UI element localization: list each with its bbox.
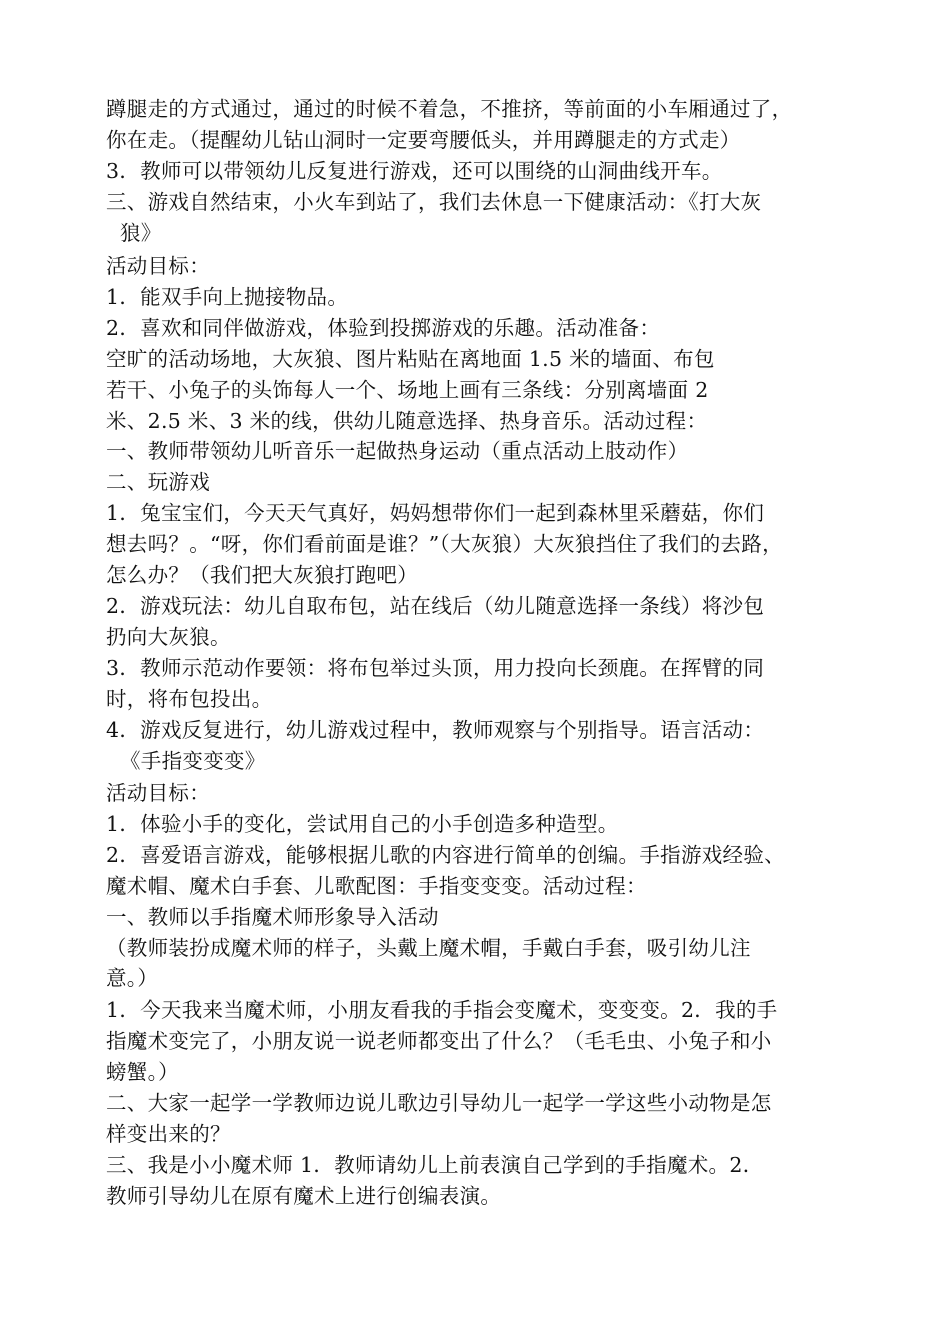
text-line: 一、教师带领幼儿听音乐一起做热身运动（重点活动上肢动作）: [106, 439, 689, 463]
text-line: 1．今天我来当魔术师，小朋友看我的手指会变魔术，变变变。2．我的手: [106, 998, 778, 1022]
text-line: 若干、小兔子的头饰每人一个、场地上画有三条线：分别离墙面 2: [106, 378, 709, 402]
text-line: 1．体验小手的变化，尝试用自己的小手创造多种造型。: [106, 812, 619, 836]
text-line: 三、游戏自然结束，小火车到站了，我们去休息一下健康活动：《打大灰: [106, 190, 762, 214]
text-line: 1．能双手向上抛接物品。: [106, 285, 349, 309]
text-line: 二、玩游戏: [106, 470, 210, 494]
text-line: 《手指变变变》: [120, 749, 266, 773]
text-line: 指魔术变完了，小朋友说一说老师都变出了什么？（毛毛虫、小兔子和小: [106, 1029, 772, 1053]
text-line: 2．喜欢和同伴做游戏，体验到投掷游戏的乐趣。活动准备：: [106, 316, 661, 340]
text-line: 二、大家一起学一学教师边说儿歌边引导幼儿一起学一学这些小动物是怎: [106, 1091, 772, 1115]
text-line: 螃蟹。）: [106, 1060, 179, 1084]
text-line: （教师装扮成魔术师的样子，头戴上魔术帽，手戴白手套，吸引幼儿注: [106, 936, 751, 960]
text-line: 3．教师可以带领幼儿反复进行游戏，还可以围绕的山洞曲线开车。: [106, 159, 723, 183]
text-line: 活动目标：: [106, 781, 210, 805]
text-line: 想去吗？。“呀，你们看前面是谁？”（大灰狼）大灰狼挡住了我们的去路，: [106, 532, 783, 556]
text-line: 一、教师以手指魔术师形象导入活动: [106, 905, 439, 929]
text-line: 教师引导幼儿在原有魔术上进行创编表演。: [106, 1184, 502, 1208]
text-line: 4．游戏反复进行，幼儿游戏过程中，教师观察与个别指导。语言活动：: [106, 718, 765, 742]
text-line: 意。）: [106, 966, 159, 990]
text-line: 扔向大灰狼。: [106, 625, 231, 649]
text-line: 蹲腿走的方式通过，通过的时候不着急，不推挤，等前面的小车厢通过了，: [106, 97, 793, 121]
text-line: 2．喜爱语言游戏，能够根据儿歌的内容进行简单的创编。手指游戏经验、: [106, 843, 785, 867]
text-line: 时，将布包投出。: [106, 687, 273, 711]
text-line: 魔术帽、魔术白手套、儿歌配图：手指变变变。活动过程：: [106, 874, 647, 898]
text-line: 狼》: [120, 221, 162, 245]
text-line: 1．兔宝宝们，今天天气真好，妈妈想带你们一起到森林里采蘑菇，你们: [106, 501, 765, 525]
text-line: 样变出来的？: [106, 1122, 231, 1146]
text-line: 你在走。（提醒幼儿钻山洞时一定要弯腰低头，并用蹲腿走的方式走）: [106, 128, 741, 152]
text-line: 3．教师示范动作要领：将布包举过头顶，用力投向长颈鹿。在挥臂的同: [106, 656, 765, 680]
text-line: 三、我是小小魔术师 1．教师请幼儿上前表演自己学到的手指魔术。2．: [106, 1153, 764, 1177]
text-line: 米、2.5 米、3 米的线，供幼儿随意选择、热身音乐。活动过程：: [106, 409, 708, 433]
text-line: 空旷的活动场地，大灰狼、图片粘贴在离地面 1.5 米的墙面、布包: [106, 347, 715, 371]
text-line: 2．游戏玩法：幼儿自取布包，站在线后（幼儿随意选择一条线）将沙包: [106, 594, 765, 618]
text-line: 怎么办？（我们把大灰狼打跑吧）: [106, 563, 418, 587]
text-line: 活动目标：: [106, 254, 210, 278]
